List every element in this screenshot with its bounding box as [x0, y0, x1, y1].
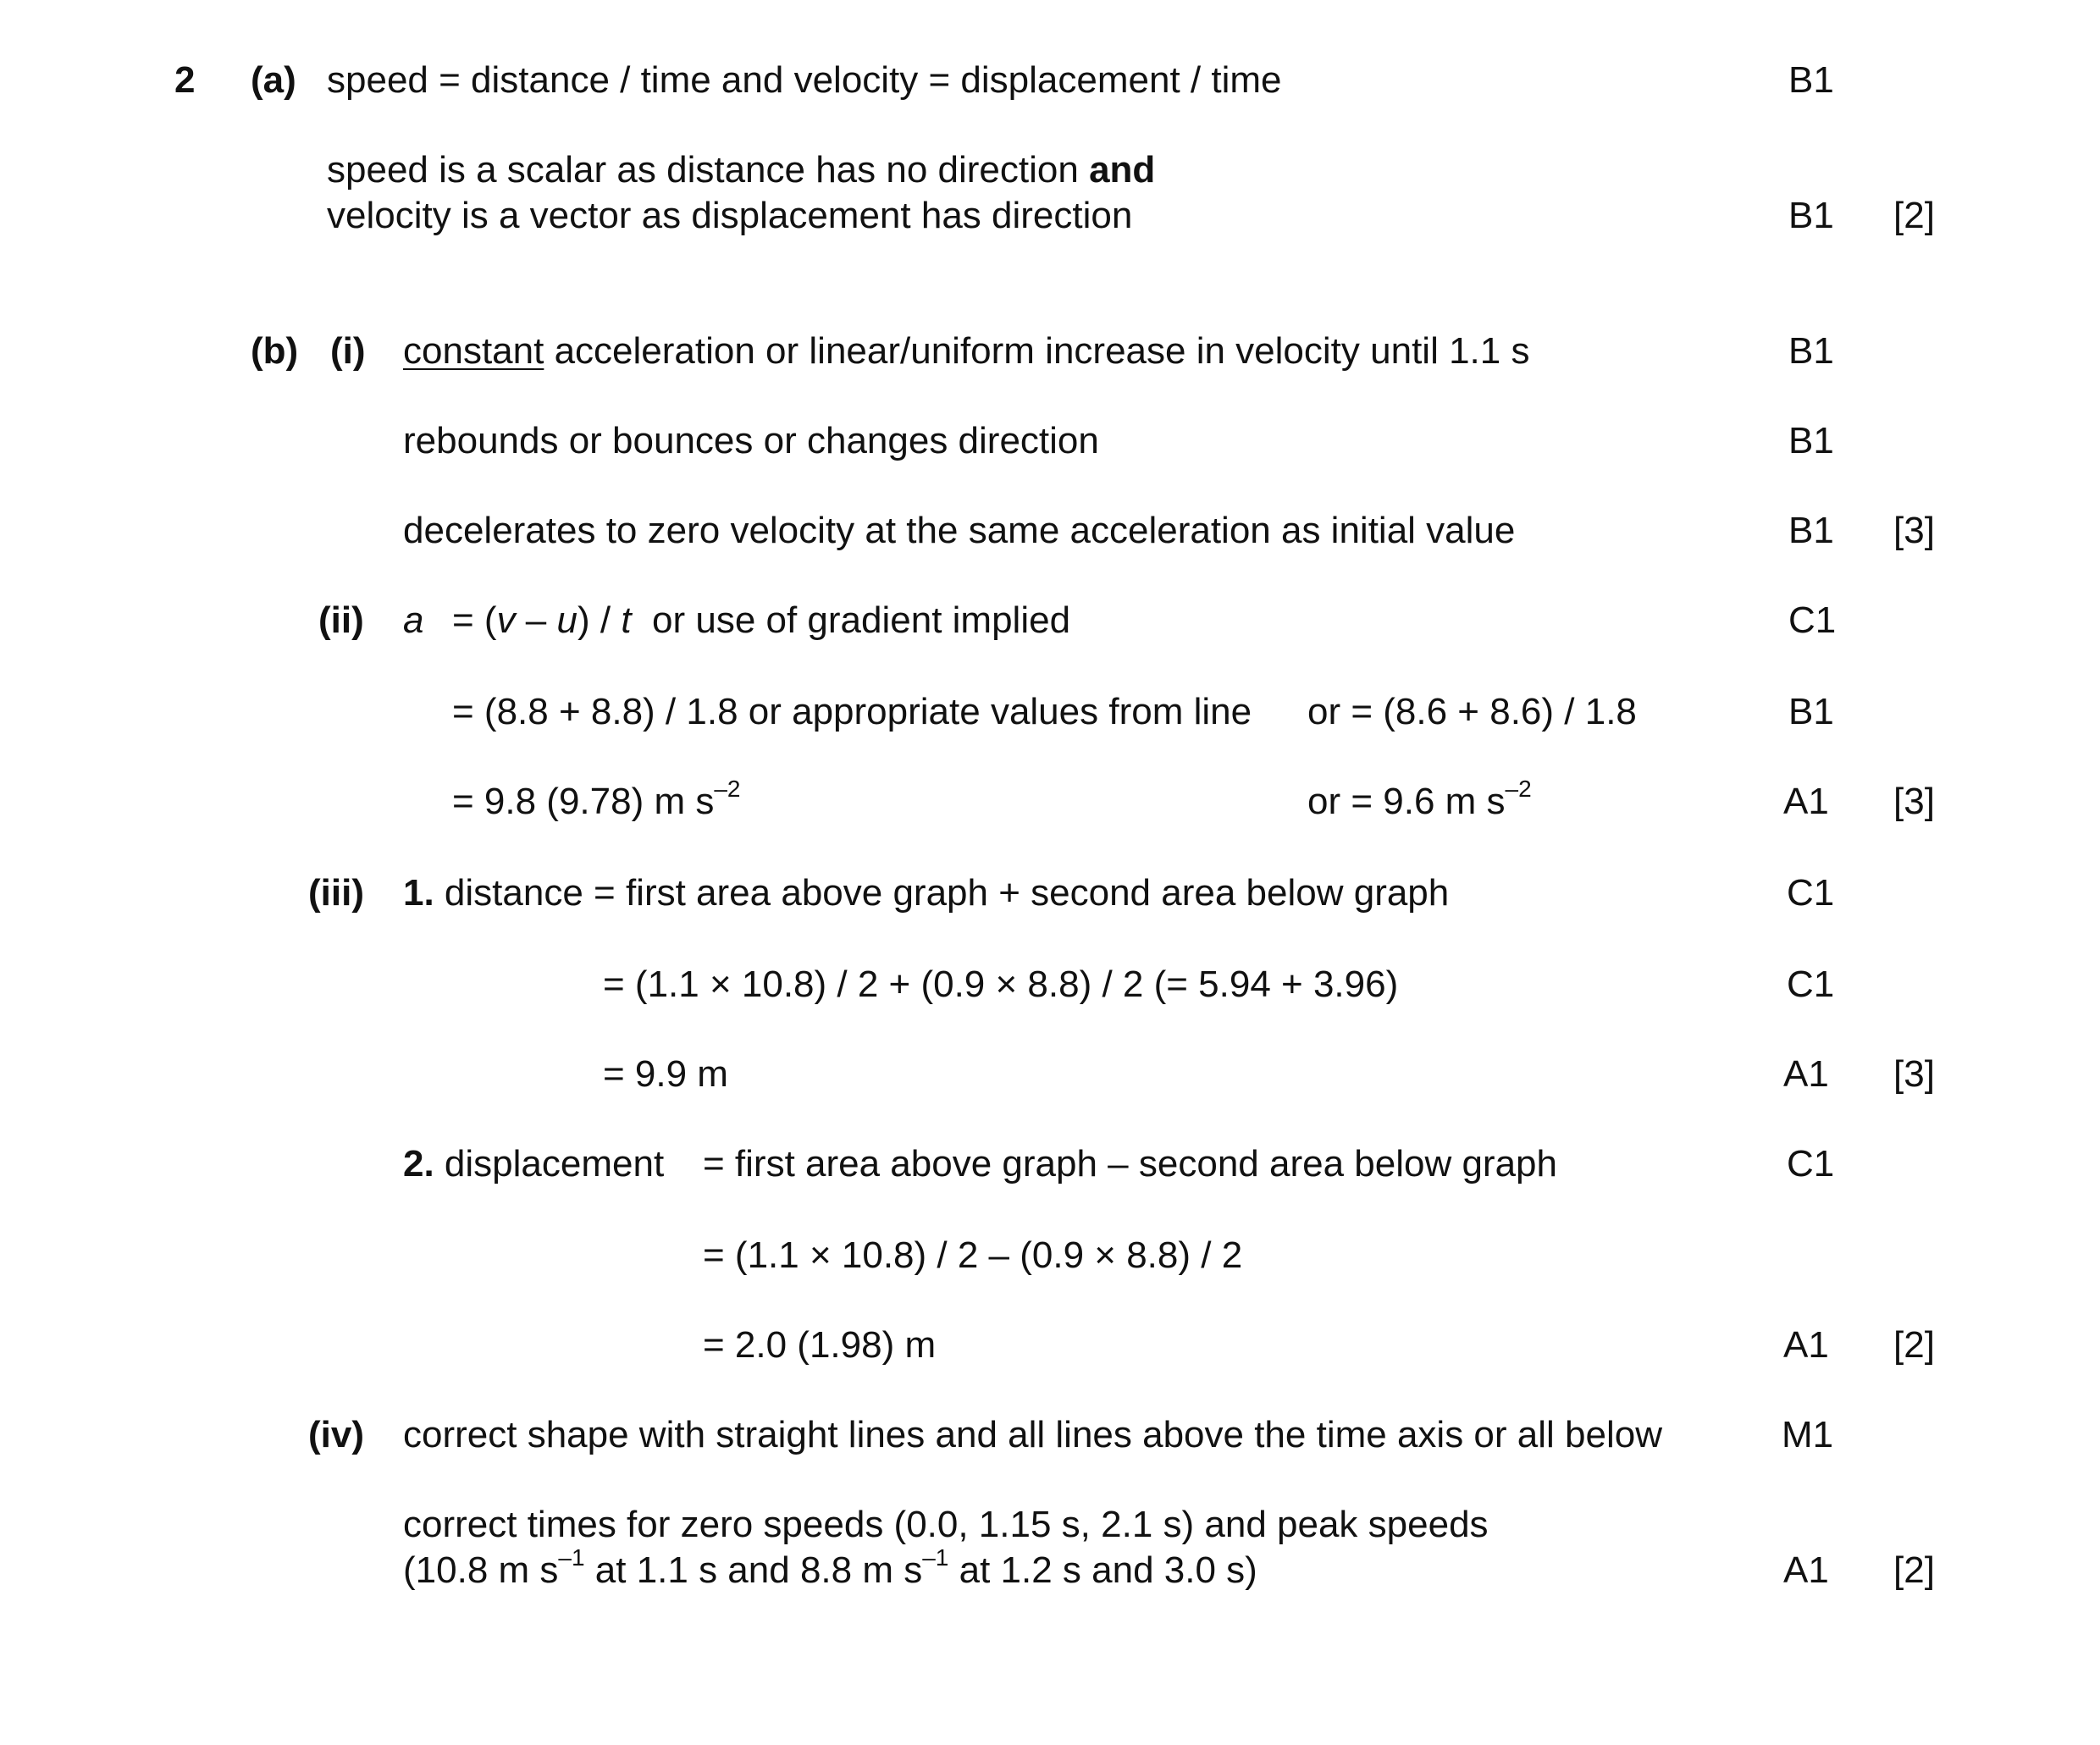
part-b-ii-line3-right-exponent: –2: [1505, 776, 1532, 803]
part-b-iii-1-total: [3]: [1893, 1053, 1935, 1095]
part-b-ii-line2-right: or = (8.6 + 8.6) / 1.8: [1307, 691, 1637, 732]
part-b-i-line1-rest: acceleration or linear/uniform increase in velocity until 1.1 s: [544, 330, 1530, 372]
part-b-ii-eq-rest: or use of gradient implied: [631, 599, 1071, 641]
part-b-iv-line2b-text1: (10.8 m s: [403, 1549, 559, 1591]
part-b-ii-line3-right: [1307, 776, 1532, 825]
part-b-iii-1-line3-mark: A1: [1783, 1053, 1829, 1095]
part-b-iv-line2-mark: A1: [1783, 1549, 1829, 1591]
part-b-ii-eq-div: ) /: [577, 599, 622, 641]
part-b-iv-line1: correct shape with straight lines and all lines above the time axis or all below: [403, 1414, 1662, 1455]
part-b-iii-label: (iii): [308, 872, 364, 914]
part-b-iii-1-line1: [403, 870, 1449, 916]
part-b-iv-line2b: [403, 1544, 1257, 1593]
part-b-ii-line3-mark: A1: [1783, 781, 1829, 822]
part-b-iv-line2a: correct times for zero speeds (0.0, 1.15 s, 2.1 s) and peak speeds: [403, 1504, 1489, 1545]
part-b-ii-line3-left-text: = 9.8 (9.78) m s: [452, 781, 715, 822]
part-b-ii-line2-mark: B1: [1788, 691, 1834, 732]
part-b-ii-label: (ii): [318, 599, 364, 641]
part-b-iv-line2b-text2: at 1.1 s and 8.8 m s: [584, 1549, 923, 1591]
part-b-ii-line3-left: [452, 776, 741, 825]
part-b-iii-2-line1: = first area above graph – second area below graph: [703, 1143, 1557, 1185]
part-b-iii-2-line2: = (1.1 × 10.8) / 2 – (0.9 × 8.8) / 2: [703, 1234, 1243, 1276]
part-b-i-line3: decelerates to zero velocity at the same acceleration as initial value: [403, 510, 1516, 551]
part-b-i-line1: [403, 329, 1529, 374]
part-b-iii-1-line1-text: distance = first area above graph + second area below graph: [434, 872, 1450, 914]
part-a-line2b: velocity is a vector as displacement has direction: [327, 195, 1133, 236]
part-b-iii-1-line3: = 9.9 m: [603, 1053, 728, 1095]
part-b-iv-total: [2]: [1893, 1549, 1935, 1591]
part-b-iv-line2b-exponent1: –1: [558, 1544, 585, 1571]
question-number: 2: [174, 59, 196, 101]
part-b-i-line3-mark: B1: [1788, 510, 1834, 551]
part-b-iii-2-heading: [403, 1141, 664, 1187]
part-a-label: (a): [251, 59, 296, 101]
part-b-ii-v-symbol: v: [496, 599, 516, 641]
part-b-iii-2-total: [2]: [1893, 1324, 1935, 1366]
part-b-ii-line1-mark: C1: [1788, 599, 1837, 641]
part-b-iii-1-line1-mark: C1: [1787, 872, 1835, 914]
part-b-i-line1-underlined: constant: [403, 330, 544, 372]
part-a-line2a: [327, 147, 1155, 193]
part-b-iii-2-line3: = 2.0 (1.98) m: [703, 1324, 937, 1366]
part-b-i-line2: rebounds or bounces or changes direction: [403, 420, 1099, 461]
part-a-line2-mark: B1: [1788, 195, 1834, 236]
part-b-iii-2-word: displacement: [434, 1143, 665, 1185]
part-b-ii-t-symbol: t: [621, 599, 632, 641]
part-b-label: (b): [251, 330, 299, 372]
part-b-iii-1-number: 1.: [403, 872, 434, 914]
part-a-line1-mark: B1: [1788, 59, 1834, 101]
part-a-line2a-text: speed is a scalar as distance has no direction: [327, 149, 1090, 191]
part-b-iii-1-line2-mark: C1: [1787, 964, 1835, 1005]
part-b-iv-line1-mark: M1: [1782, 1414, 1834, 1455]
part-b-iv-label: (iv): [308, 1414, 364, 1455]
part-b-iii-2-number: 2.: [403, 1143, 434, 1185]
part-b-iii-2-line1-mark: C1: [1787, 1143, 1835, 1185]
part-b-i-label: (i): [330, 330, 366, 372]
part-b-iii-1-line2: = (1.1 × 10.8) / 2 + (0.9 × 8.8) / 2 (= 5.94 + 3.96): [603, 964, 1399, 1005]
part-a-total: [2]: [1893, 195, 1935, 236]
part-b-ii-total: [3]: [1893, 781, 1935, 822]
part-a-line2a-bold: and: [1089, 149, 1156, 191]
part-b-ii-line2-left: = (8.8 + 8.8) / 1.8 or appropriate values from line: [452, 691, 1252, 732]
part-b-iii-2-line3-mark: A1: [1783, 1324, 1829, 1366]
part-b-i-total: [3]: [1893, 510, 1935, 551]
part-b-ii-eq-pre: = (: [452, 599, 497, 641]
part-b-ii-line3-left-exponent: –2: [714, 776, 741, 803]
part-b-iv-line2b-text3: at 1.2 s and 3.0 s): [948, 1549, 1257, 1591]
part-b-ii-eq-mid: –: [515, 599, 557, 641]
part-b-ii-a-symbol: a: [403, 599, 424, 641]
part-b-ii-line1: [452, 598, 1070, 643]
part-b-ii-u-symbol: u: [556, 599, 578, 641]
part-b-i-line1-mark: B1: [1788, 330, 1834, 372]
part-a-line1: speed = distance / time and velocity = displacement / time: [327, 59, 1282, 101]
part-b-iv-line2b-exponent2: –1: [922, 1544, 949, 1571]
part-b-ii-line3-right-text: or = 9.6 m s: [1307, 781, 1506, 822]
part-b-i-line2-mark: B1: [1788, 420, 1834, 461]
